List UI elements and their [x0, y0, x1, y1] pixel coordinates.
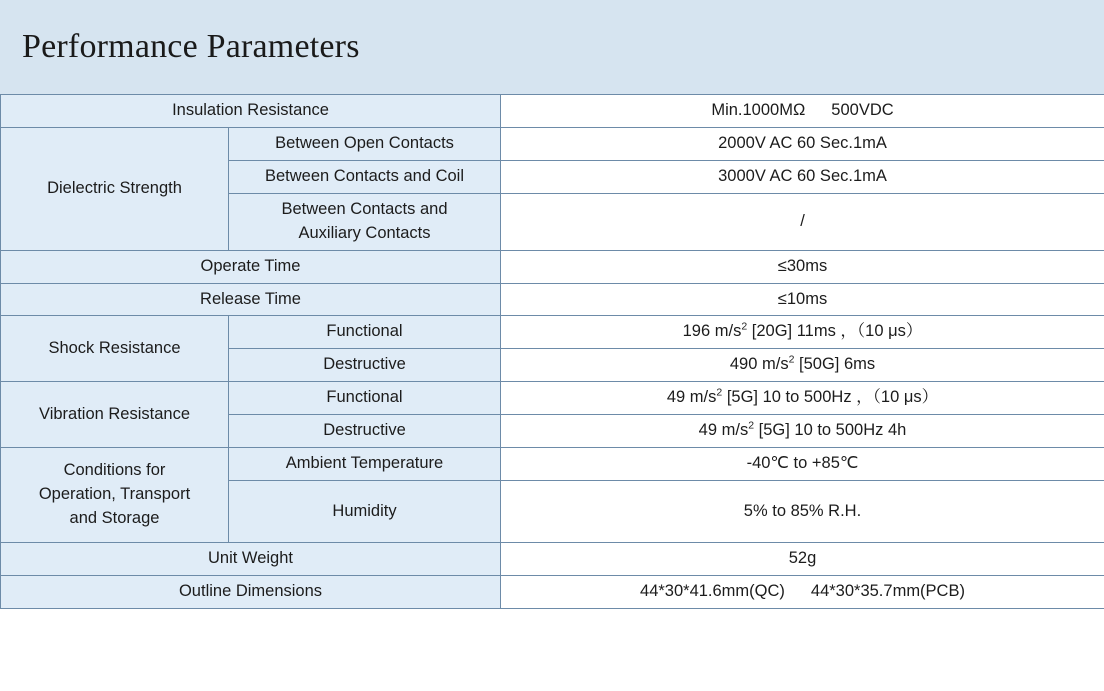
row-value-humidity: 5% to 85% R.H.: [501, 481, 1104, 543]
row-value-release-time: ≤10ms: [501, 283, 1104, 316]
table-row: [1, 127, 1104, 160]
sub-label-vibration-functional: Functional: [229, 382, 501, 415]
row-value-operate-time: ≤30ms: [501, 250, 1104, 283]
sub-label-shock-functional: Functional: [229, 316, 501, 349]
shock-functional-prefix: 196 m/s: [682, 322, 742, 341]
row-value-ambient-temperature: -40℃ to +85℃: [501, 448, 1104, 481]
table-row: [1, 283, 1104, 316]
sub-label-vibration-destructive: Destructive: [229, 415, 501, 448]
row-label-outline-dimensions: Outline Dimensions: [1, 575, 501, 608]
outline-dimensions-qc: 44*30*41.6mm(QC): [640, 581, 785, 600]
vibration-destructive-prefix: 49 m/s: [698, 421, 749, 440]
vibration-destructive-suffix: [5G] 10 to 500Hz 4h: [754, 421, 907, 440]
page-header: [0, 0, 1104, 94]
performance-parameters-table: [0, 94, 1104, 609]
row-value-between-open-contacts: 2000V AC 60 Sec.1mA: [501, 127, 1104, 160]
outline-dimensions-pcb: 44*30*35.7mm(PCB): [810, 581, 965, 600]
insulation-resistance-value-right: 500VDC: [831, 101, 894, 119]
vibration-functional-prefix: 49 m/s: [666, 388, 717, 407]
row-label-vibration-resistance: Vibration Resistance: [1, 382, 229, 448]
sub-label-line-1: Between Contacts and: [281, 199, 448, 218]
sub-label-line-2: Auxiliary Contacts: [298, 223, 431, 242]
sub-label-between-contacts-and-coil: Between Contacts and Coil: [229, 160, 501, 193]
row-value-vibration-functional: [501, 382, 1104, 415]
sub-label-shock-destructive: Destructive: [229, 349, 501, 382]
table-row: [1, 448, 1104, 481]
shock-functional-suffix: [20G] 11ms ，（10 μs）: [747, 322, 923, 341]
table-row: [1, 316, 1104, 349]
table-row: [1, 250, 1104, 283]
vibration-destructive-exponent: 2: [748, 419, 755, 432]
shock-destructive-prefix: 490 m/s: [729, 355, 789, 374]
sub-label-between-open-contacts: Between Open Contacts: [229, 127, 501, 160]
row-label-conditions: [1, 448, 229, 543]
row-value-shock-functional: [501, 316, 1104, 349]
table-row: [1, 95, 1104, 128]
row-value-unit-weight: 52g: [501, 543, 1104, 576]
shock-destructive-suffix: [50G] 6ms: [794, 355, 876, 374]
shock-functional-exponent: 2: [741, 320, 748, 333]
sub-label-ambient-temperature: Ambient Temperature: [229, 448, 501, 481]
row-value-between-contacts-and-auxiliary-contacts: /: [501, 193, 1104, 250]
row-label-operate-time: Operate Time: [1, 250, 501, 283]
row-label-release-time: Release Time: [1, 283, 501, 316]
conditions-label-line-3: and Storage: [69, 509, 160, 528]
page-title: Performance Parameters: [22, 28, 360, 65]
row-value-insulation-resistance: [501, 95, 1104, 128]
row-value-outline-dimensions: [501, 575, 1104, 608]
row-label-shock-resistance: Shock Resistance: [1, 316, 229, 382]
row-value-between-contacts-and-coil: 3000V AC 60 Sec.1mA: [501, 160, 1104, 193]
table-row: [1, 382, 1104, 415]
vibration-functional-exponent: 2: [716, 386, 723, 399]
row-label-dielectric-strength: Dielectric Strength: [1, 127, 229, 250]
table-row: [1, 575, 1104, 608]
sub-label-between-contacts-and-auxiliary-contacts: [229, 193, 501, 250]
row-value-shock-destructive: [501, 349, 1104, 382]
row-value-vibration-destructive: [501, 415, 1104, 448]
conditions-label-line-2: Operation, Transport: [38, 485, 191, 504]
sub-label-humidity: Humidity: [229, 481, 501, 543]
row-label-insulation-resistance: Insulation Resistance: [1, 95, 501, 128]
table-row: [1, 543, 1104, 576]
shock-destructive-exponent: 2: [788, 353, 795, 366]
conditions-label-line-1: Conditions for: [63, 461, 166, 480]
row-label-unit-weight: Unit Weight: [1, 543, 501, 576]
vibration-functional-suffix: [5G] 10 to 500Hz ，（10 μs）: [722, 388, 939, 407]
insulation-resistance-value-left: Min.1000MΩ: [711, 101, 806, 119]
